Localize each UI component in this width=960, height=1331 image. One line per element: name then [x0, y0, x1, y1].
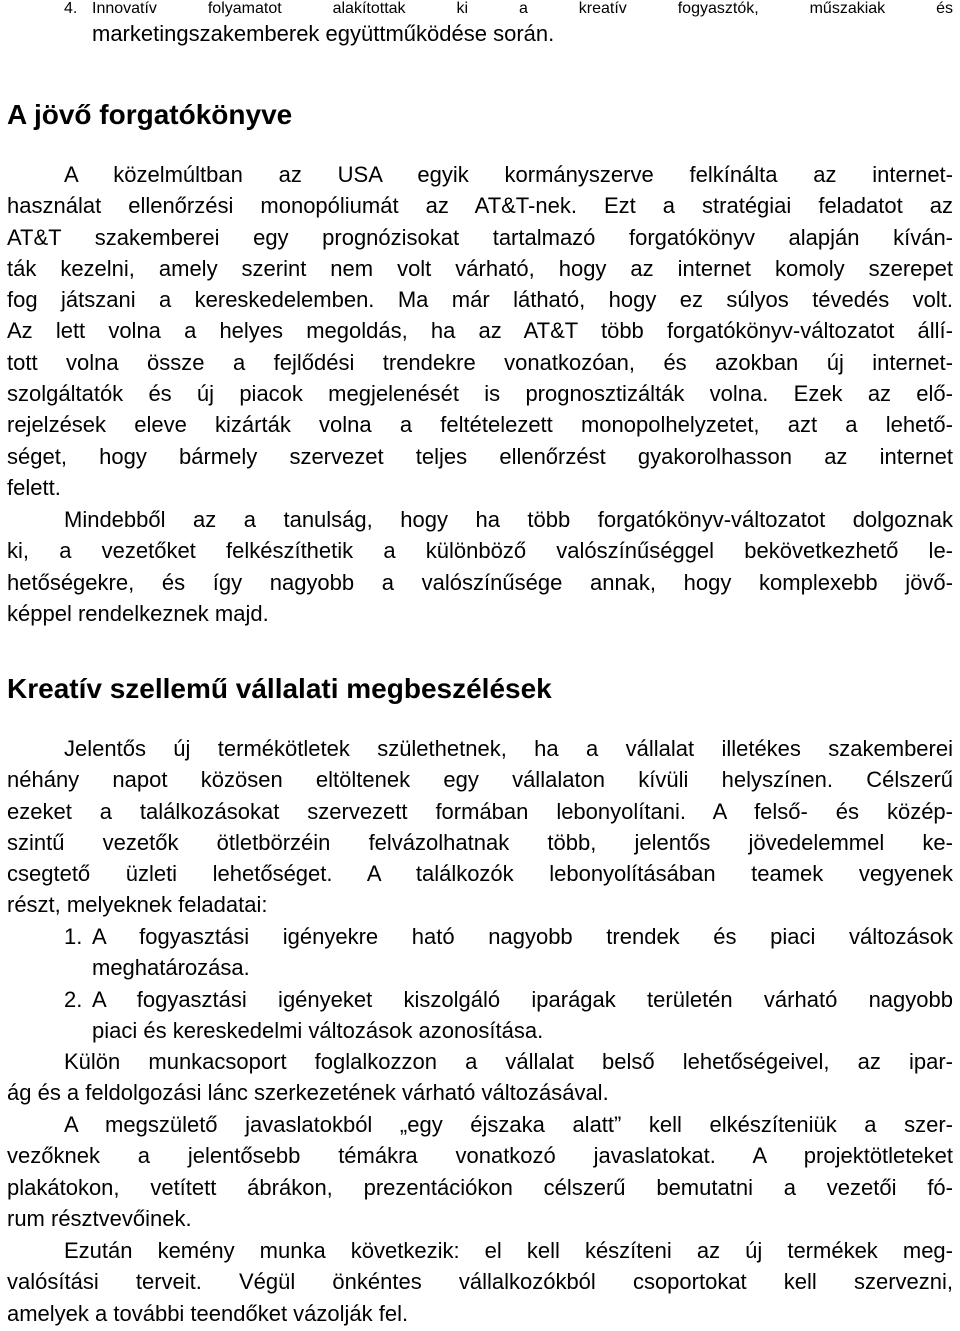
paragraph-line: Ezután kemény munka következik: el kell készíteni az új termékek meg-	[64, 1238, 953, 1263]
paragraph	[7, 733, 953, 921]
paragraph-line: fog játszani a kereskedelemben. Ma már látható, hogy ez súlyos tévedés volt.	[7, 287, 953, 313]
paragraph-line: plakátokon, vetített ábrákon, prezentációkon célszerű bemutatni a vezetői fó-	[7, 1174, 953, 1200]
paragraph	[7, 159, 953, 503]
list-number: 1.	[64, 924, 83, 949]
list-text: A fogyasztási igényeket kiszolgáló iparágak területén várható nagyobb	[92, 986, 953, 1012]
section-heading: Kreatív szellemű vállalati megbeszélések	[7, 673, 552, 704]
paragraph-line: ki, a vezetőket felkészíthetik a különböző valószínűséggel bekövetkezhető le-	[7, 538, 953, 564]
list-item-line	[7, 984, 953, 1015]
paragraph-line: ág és a feldolgozási lánc szerkezetének várható változásával.	[7, 1080, 609, 1106]
list-item	[7, 984, 953, 1047]
paragraph	[7, 1109, 953, 1234]
paragraph-line: rejelzések eleve kizárták volna a feltételezett monopolhelyzetet, azt a lehető-	[7, 412, 953, 438]
section-heading: A jövő forgatókönyve	[7, 99, 293, 130]
list-number: 2.	[64, 986, 83, 1012]
paragraph-line: használat ellenőrzési monopóliumát az AT&T-nek. Ezt a stratégiai feladatot az	[7, 193, 953, 219]
paragraph-line: A közelmúltban az USA egyik kormányszerve felkínálta az internet-	[64, 162, 953, 187]
paragraph-line: tott volna össze a fejlődési trendekre vonatkozóan, és azokban új internet-	[7, 349, 953, 375]
paragraph-line: ezeket a találkozásokat szervezett formában lebonyolítani. A felső- és közép-	[7, 798, 953, 824]
list-item-line	[7, 921, 953, 952]
paragraph-line: AT&T szakemberei egy prognózisokat tartalmazó forgatókönyv alapján kíván-	[7, 224, 953, 250]
paragraph-line: séget, hogy bármely szervezet teljes ellenőrzést gyakorolhasson az internet	[7, 443, 953, 469]
list-item-4-line-1	[7, 0, 953, 18]
list-text: A fogyasztási igényekre ható nagyobb trendek és piaci változások	[92, 924, 953, 949]
paragraph-line: hetőségekre, és így nagyobb a valószínűsége annak, hogy komplexebb jövő-	[7, 569, 953, 595]
list-text: marketingszakemberek együttműködése során.	[92, 21, 555, 46]
paragraph-line: Mindebből az a tanulság, hogy ha több forgatókönyv-változatot dolgoznak	[64, 507, 953, 532]
paragraph-line: valósítási terveit. Végül önkéntes vállalkozókból csoportokat kell szervezni,	[7, 1269, 953, 1295]
paragraph-line: néhány napot közösen eltöltenek egy vállalaton kívüli helyszínen. Célszerű	[7, 767, 953, 793]
paragraph-line: szolgáltatók és új piacok megjelenését is prognosztizálták volna. Ezek az elő-	[7, 381, 953, 407]
paragraph-line: részt, melyeknek feladatai:	[7, 892, 268, 918]
list-text: Innovatív folyamatot alakítottak ki a kreatív fogyasztók, műszakiak és	[92, 0, 953, 17]
paragraph-line: rum résztvevőinek.	[7, 1205, 192, 1231]
paragraph-line: Az lett volna a helyes megoldás, ha az AT&T több forgatókönyv-változatot állí-	[7, 318, 953, 344]
paragraph-line: felett.	[7, 474, 61, 500]
paragraph	[7, 1235, 953, 1329]
numbered-list	[7, 921, 953, 1046]
paragraph	[7, 1046, 953, 1109]
paragraph-line: szintű vezetők ötletbörzéin felvázolhatnak több, jelentős jövedelemmel ke-	[7, 829, 953, 855]
paragraph-line: csegtető üzleti lehetőséget. A találkozók lebonyolításában teamek vegyenek	[7, 861, 953, 887]
top-list-item	[7, 0, 953, 49]
paragraph-line: Külön munkacsoport foglalkozzon a vállalat belső lehetőségeivel, az ipar-	[64, 1049, 953, 1074]
paragraph-line: Jelentős új termékötletek születhetnek, ha a vállalat illetékes szakemberei	[64, 736, 953, 761]
paragraph-line: ták kezelni, amely szerint nem volt várható, hogy az internet komoly szerepet	[7, 255, 953, 281]
list-text: meghatározása.	[92, 955, 250, 981]
paragraph	[7, 504, 953, 629]
list-text: piaci és kereskedelmi változások azonosítása.	[92, 1017, 544, 1043]
list-item	[7, 921, 953, 984]
paragraph-line: A megszülető javaslatokból „egy éjszaka alatt” kell elkészíteniük a szer-	[64, 1112, 953, 1137]
paragraph-line: amelyek a további teendőket vázolják fel.	[7, 1300, 409, 1326]
list-number: 4.	[64, 0, 78, 17]
paragraph-line: képpel rendelkeznek majd.	[7, 600, 269, 626]
paragraph-line: vezőknek a jelentősebb témákra vonatkozó javaslatokat. A projektötleteket	[7, 1143, 953, 1169]
